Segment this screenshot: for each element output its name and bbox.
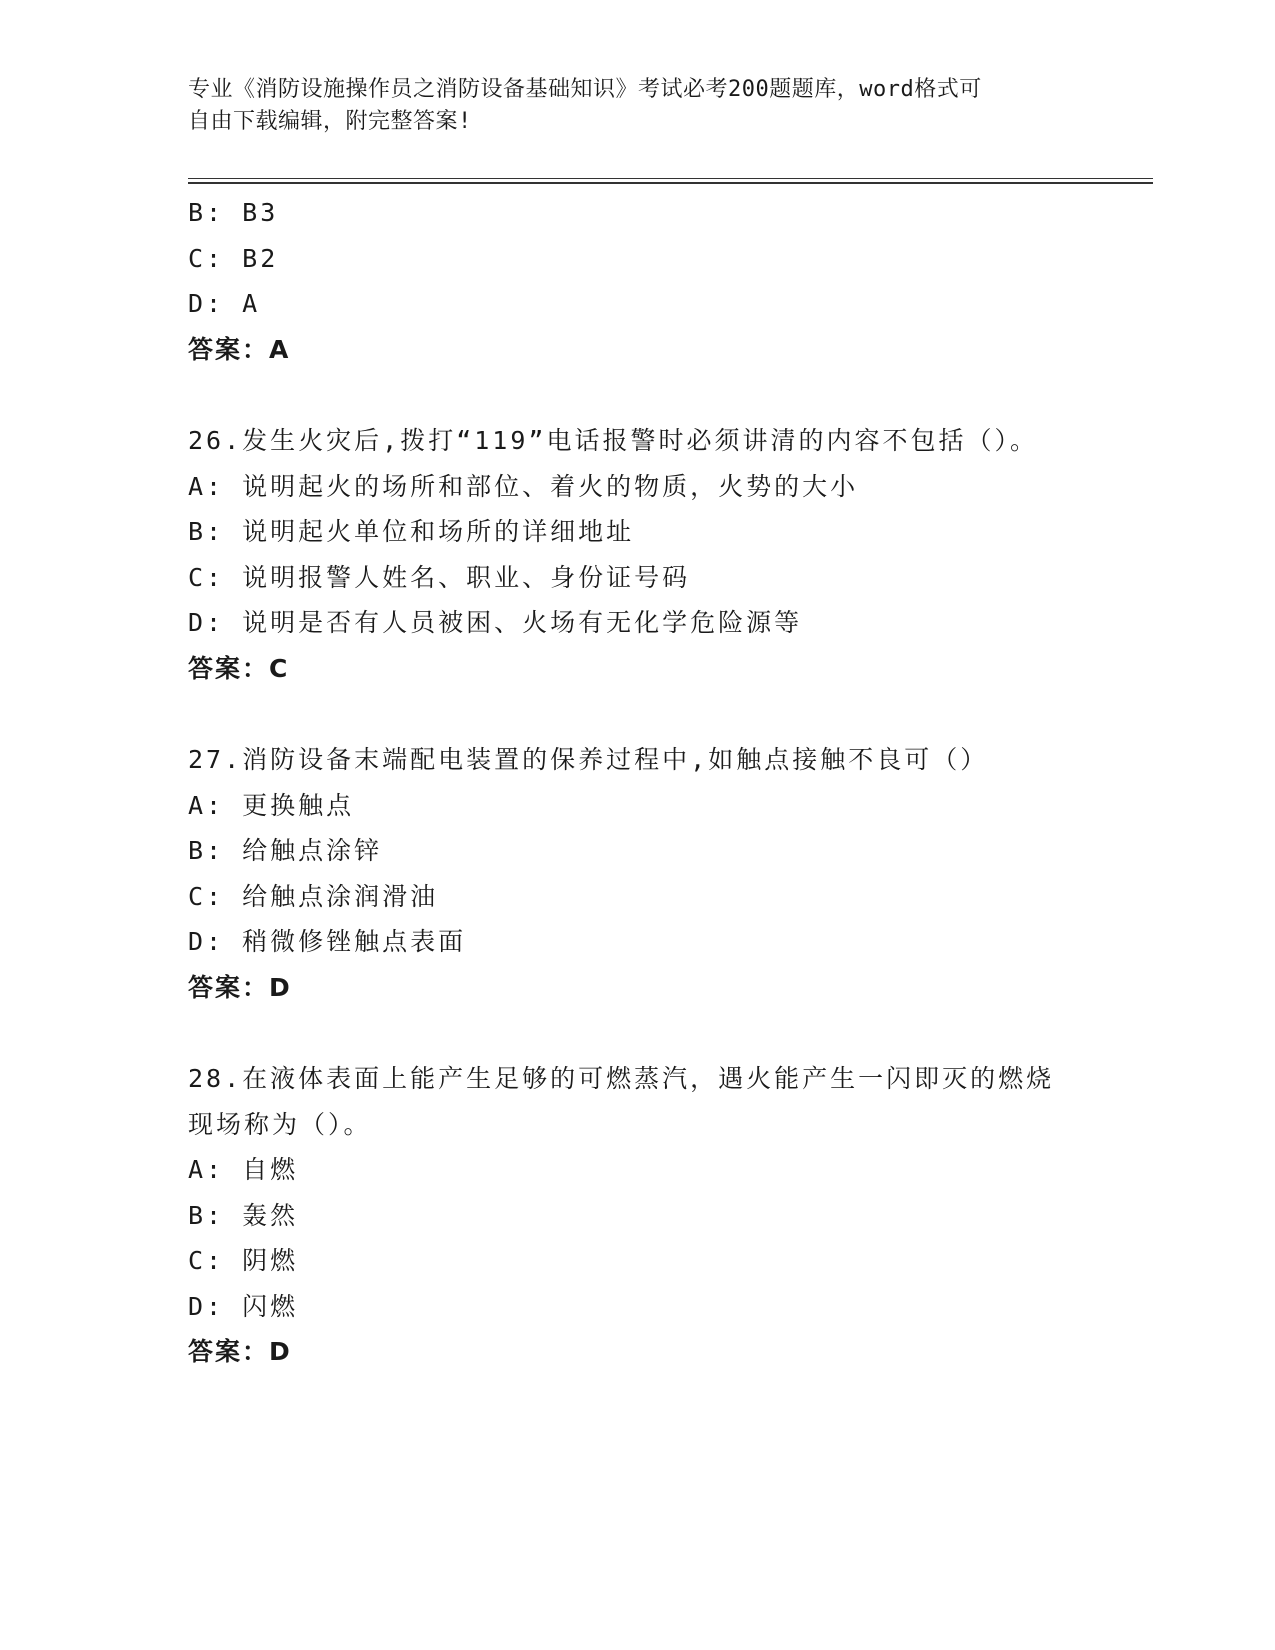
previous-question-tail [188,190,1128,372]
header-rule-thin [188,178,1153,179]
question-stem: 27.消防设备末端配电装置的保养过程中,如触点接触不良可（） [188,745,989,774]
answer-line: 答案：A [188,334,291,364]
question-26 [188,418,1128,691]
question-27 [188,737,1128,1010]
option-a: A: 更换触点 [188,790,355,820]
question-stem-line-1: 28.在液体表面上能产生足够的可燃蒸汽，遇火能产生一闪即灭的燃烧 [188,1064,1055,1093]
spacer [188,691,1128,737]
header-rule-thick [188,182,1153,184]
option-b: B: B3 [188,198,279,227]
option-c: C: 阴燃 [188,1246,299,1275]
answer-line: 答案：C [188,653,290,683]
option-d: D: 稍微修锉触点表面 [188,927,467,956]
option-d: D: A [188,289,261,318]
option-c: C: 给触点涂润滑油 [188,881,439,911]
option-a: A: 自燃 [188,1155,299,1184]
option-a: A: 说明起火的场所和部位、着火的物质，火势的大小 [188,471,859,501]
option-b: B: 给触点涂锌 [188,836,383,865]
option-c: C: B2 [188,243,279,273]
option-b: B: 说明起火单位和场所的详细地址 [188,517,635,546]
answer-line: 答案：D [188,972,292,1002]
question-stem: 26.发生火灾后,拨打“119”电话报警时必须讲清的内容不包括（）。 [188,426,1038,455]
option-c: C: 说明报警人姓名、职业、身份证号码 [188,562,691,592]
question-28 [188,1056,1128,1375]
header-line-1: 专业《消防设施操作员之消防设备基础知识》考试必考200题题库，word格式可 [188,77,982,102]
question-stem-line-2: 现场称为（）。 [188,1109,372,1139]
document-header [188,74,1078,138]
question-list [188,190,1128,1375]
spacer [188,372,1128,418]
option-d: D: 闪燃 [188,1291,299,1321]
spacer [188,1010,1128,1056]
option-d: D: 说明是否有人员被困、火场有无化学危险源等 [188,608,803,637]
answer-line: 答案：D [188,1337,292,1366]
header-line-2: 自由下载编辑，附完整答案! [188,109,472,134]
option-b: B: 轰然 [188,1200,299,1230]
